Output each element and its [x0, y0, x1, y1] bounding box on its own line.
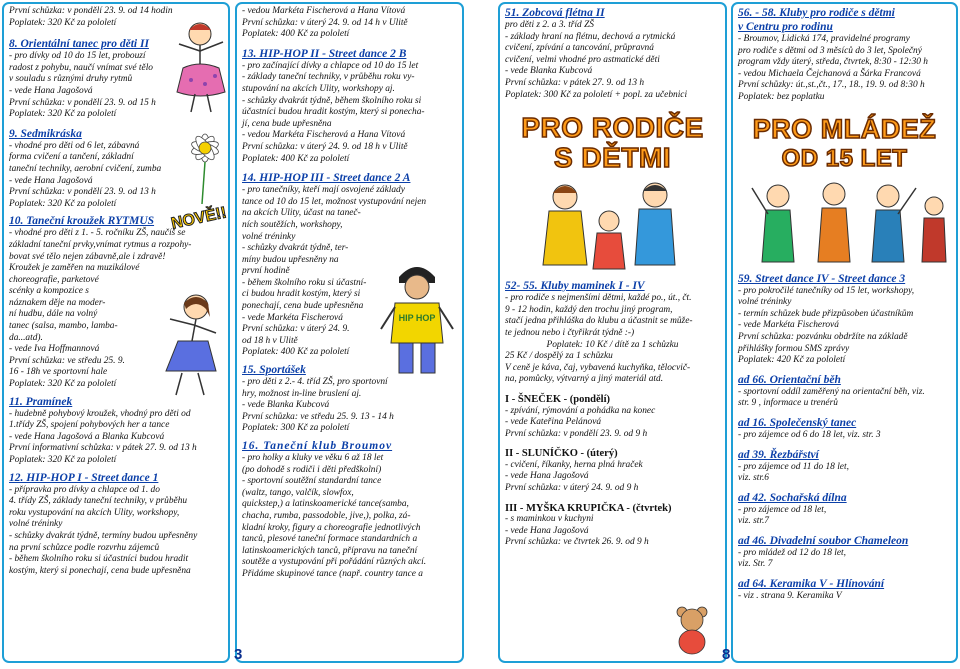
section-title: 12. HIP-HOP I - Street dance 1 [9, 471, 159, 484]
text-line: ponechají, cena bude upřesněna [242, 301, 364, 312]
text-line: míny budou upřesněny na [242, 254, 339, 265]
section-ad-16 [738, 416, 951, 442]
section-ad-66 [738, 373, 951, 410]
text-line: v souladu s různými druhy rytmů [9, 74, 133, 85]
col2-top [242, 6, 457, 41]
text-line: První schůzka: pozvánku obdržíte na základě [738, 331, 908, 342]
text-line: - vede Hana Jagošová [505, 525, 589, 536]
rytmus-dancer-illustration [152, 289, 224, 399]
text-line: pro děti z 2. a 3. tříd ZŠ [505, 20, 594, 30]
text-line: Poplatek: 320 Kč za pololetí [9, 17, 117, 28]
section-subtitle: v Centru pro rodinu [738, 21, 833, 33]
text-line: radost z pohybu, naučí vnímat své tělo [9, 62, 153, 73]
text-line: - během školního roku si účastní- [242, 277, 367, 288]
text-line: - sportovní soutěžní standardní tance [242, 476, 382, 487]
text-line: přihlášky formou SMS zprávy [738, 343, 850, 354]
text-line: - cvičení, říkanky, herna plná hraček [505, 459, 643, 470]
text-line: První schůzka: v úterý 24. 9. od 9 h [505, 483, 639, 494]
section-title: 52- 55. Kluby maminek I - IV [505, 280, 645, 293]
text-line: První schůzka: v pondělí 23. 9. od 13 h [9, 187, 156, 198]
text-line: 1.třídy ZŠ, spojení pohybových her a tance [9, 420, 170, 431]
text-line: základní taneční prvky,vnímat rytmus a rozpohy- [9, 239, 192, 250]
group-title: II - SLUNÍČKO - (úterý) [505, 448, 618, 460]
text-line: - pro rodiče s nejmenšími dětmi, každé po., út., čt. [505, 293, 692, 304]
page-column-1 [2, 2, 230, 663]
text-line: První schůzka: ve středu 25. 9. 13 - 14 h [242, 411, 394, 422]
text-line: volné tréninky [242, 231, 296, 242]
banner-pro-mladez [738, 114, 951, 174]
text-line: da...atd). [9, 332, 43, 343]
text-line: první hodině [242, 266, 290, 277]
family-illustration [505, 175, 720, 275]
text-line: - Broumov, Lidická 174, pravidelné programy [738, 34, 910, 44]
text-line: - základy taneční techniky, v průběhu roku vy- [242, 72, 415, 83]
section-51 [505, 6, 720, 101]
section-title: 51. Zobcová flétna II [505, 7, 605, 19]
text-line: - pro dívky od 10 do 15 let, probouzí [9, 51, 146, 62]
text-line: scénky a kompozice s [9, 286, 89, 297]
text-line: - pro holky a kluky ve věku 6 až 18 let [242, 453, 384, 463]
text-line: ních soutěžích, workshopy, [242, 219, 343, 230]
banner-line: OD 15 LET [781, 144, 908, 172]
text-line: program vždy úterý, středa, čtvrtek, 8:30 - 12:30 h [738, 57, 928, 68]
page-column-2 [235, 2, 464, 663]
text-line: choreografie, parketové [9, 274, 99, 285]
text-line: viz. str.7 [738, 516, 769, 527]
text-line: - vede Hana Jagošová [505, 471, 589, 482]
text-line: pro rodiče s dětmi od 3 měsíců do 3 let, Společný [738, 45, 922, 56]
text-line: Poplatek: 400 Kč za pololetí [242, 29, 350, 40]
text-line: (po dohodě s rodiči i děti předškolní) [242, 464, 382, 475]
text-line: - vedou Markéta Fischerová a Hana Vítová [242, 6, 406, 16]
text-line: Poplatek: 300 Kč za pololetí [242, 423, 350, 434]
text-line: První schůzka: v pátek 27. 9. od 13 h [505, 77, 645, 88]
text-line: 16 - 18h ve sportovní hale [9, 367, 108, 378]
text-line: kostým, který si ponechají, cena bude upřesněna [9, 565, 191, 576]
text-line: Poplatek: bez poplatku [738, 91, 825, 102]
text-line: chacha, rumba, passodoble, jive,), polka, zá- [242, 510, 411, 521]
text-line: - viz . strana 9. Keramika V [738, 591, 842, 602]
section-title: 15. Sportášek [242, 364, 306, 377]
text-line: na, pomůcky, výtvarný a jiný materiál atd. [505, 374, 664, 385]
text-line: - pro zájemce od 18 let, [738, 504, 827, 515]
text-line: - pro pokročilé tanečníky od 15 let, workshopy, [738, 285, 915, 296]
section-ad-39 [738, 448, 951, 485]
shirt-text: HIP HOP [398, 313, 436, 323]
teddy-bear-illustration [672, 604, 712, 656]
text-line: - vede Kateřina Pelánová [505, 417, 602, 428]
page-number-left: 3 [234, 646, 243, 663]
text-line: - vhodné pro děti od 6 let, zábavná [9, 140, 140, 151]
section-title: 8. Orientální tanec pro děti II [9, 38, 149, 51]
text-line: tanců, plesové taneční formace standardních a [242, 534, 418, 545]
section-title: ad 16. Společenský tanec [738, 416, 857, 429]
text-line: viz. Str. 7 [738, 559, 773, 570]
section-title: 13. HIP-HOP II - Street dance 2 B [242, 47, 407, 60]
section-title: 59. Street dance IV - Street dance 3 [738, 272, 906, 285]
section-56-58 [738, 6, 951, 104]
text-line: soutěže a vystupování při pořádání různých akcí. [242, 557, 427, 568]
text-line: - s maminkou v kuchyni [505, 514, 594, 525]
text-line: Poplatek: 400 Kč za pololetí [242, 153, 350, 164]
text-line: taneční techniky, aerobní cvičení, zumba [9, 163, 162, 174]
text-line: - pro zájemce od 6 do 18 let, viz. str. 3 [738, 429, 881, 440]
text-line: Poplatek: 320 Kč za pololetí [9, 198, 117, 209]
section-16 [242, 439, 457, 581]
text-line: První schůzka: ve středu 25. 9. [9, 355, 125, 366]
text-line: První schůzka: v úterý 24. 9. od 18 h v Ulitě [242, 141, 408, 152]
text-line: - pro mládež od 12 do 18 let, [738, 547, 846, 558]
text-line: Poplatek: 300 Kč za pololetí + popl. za učebnici [505, 89, 688, 100]
banner-line: S DĚTMI [553, 142, 672, 174]
text-line: bovat své tělo nejen zábavně,ale i zdravě! [9, 251, 166, 262]
section-title: ad 64. Keramika V - Hlínování [738, 578, 885, 591]
text-line: První schůzka: ve čtvrtek 26. 9. od 9 h [505, 537, 649, 548]
text-line: První schůzka: v úterý 24. 9. [242, 324, 350, 335]
text-line: náznakem děje na moder- [9, 297, 106, 308]
text-line: stačí jedna přihláška do klubu a účastnit se může- [505, 316, 693, 327]
text-line: Poplatek: 400 Kč za pololetí [242, 347, 350, 358]
section-title: ad 42. Sochařská dílna [738, 491, 847, 504]
section-title: 16. Taneční klub Broumov [242, 440, 393, 452]
text-line: jí, cena bude upřesněna [242, 118, 332, 129]
text-line: str. 9 , informace u trenérů [738, 398, 838, 409]
text-line: První informativní schůzka: v pátek 27. 9. od 13 h [9, 443, 197, 454]
youth-group-illustration [738, 176, 953, 268]
group-myska-krupicka [505, 503, 720, 549]
text-line: - vede Hana Jagošová a Blanka Kubcová [9, 431, 165, 442]
text-line: cvičení, velmi vhodné pro astmatické děti [505, 54, 660, 65]
text-line: První schůzka: v úterý 24. 9. od 14 h v Ulitě [242, 17, 408, 28]
section-title: 10. Taneční kroužek RYTMUS [9, 215, 155, 228]
text-line: ci budou hradit kostým, který si [242, 289, 361, 300]
group-title: III - MYŠKA KRUPIČKA - (čtvrtek) [505, 502, 672, 514]
text-line: viz. str.6 [738, 473, 769, 484]
text-line: V ceně je káva, čaj, vybavená kuchyňka, tělocvič- [505, 362, 691, 373]
banner-pro-rodice [505, 113, 720, 173]
hip-hop-boy-illustration [377, 259, 457, 379]
text-line: 9 - 12 hodin, každý den trochu jiný program, [505, 304, 673, 315]
text-line: - vede Hana Jagošová [9, 85, 93, 96]
new-badge: NOVĚ!! [169, 204, 229, 233]
section-52-55 [505, 279, 720, 386]
daisy-flower-illustration [182, 126, 228, 206]
text-line: te jednou nebo i čtyřikrát týdně :-) [505, 327, 635, 338]
text-line: - vhodné pro děti z 1. - 5. ročníku ZŠ, naučíš se [9, 228, 186, 239]
banner-line: PRO MLÁDEŽ [752, 113, 937, 144]
text-line: - vedou Michaela Čejchanová a Šárka Francová [738, 68, 921, 79]
section-title: 11. Pramínek [9, 395, 73, 408]
text-line: Poplatek: 320 Kč za pololetí [9, 379, 117, 390]
section-ad-46 [738, 534, 951, 571]
section-13 [242, 47, 457, 165]
text-line: volné tréninky [738, 297, 792, 308]
section-title: ad 66. Orientační běh [738, 373, 841, 386]
text-line: hry, možnost in-line bruslení aj. [242, 388, 362, 399]
page-column-4 [731, 2, 958, 663]
text-line: Poplatek: 10 Kč / dítě za 1 schůzku [546, 339, 679, 350]
text-line: tanec (salsa, mambo, lamba- [9, 321, 118, 332]
text-line: - během školního roku si účastníci budou hradit [9, 554, 189, 565]
section-ad-64 [738, 577, 951, 603]
section-title: ad 39. Řezbářství [738, 448, 819, 461]
text-line: - schůzky dvakrát týdně, během školního roku si [242, 95, 422, 106]
text-line: - zpívání, rýmování a pohádka na konec [505, 405, 656, 416]
group-snecek [505, 394, 720, 440]
text-line: - pro děti z 2.- 4. tříd ZŠ, pro sportovní [242, 377, 388, 388]
text-line: - vede Markéta Fischerová [738, 320, 839, 331]
text-line: První schůzky: út.,st.,čt., 17., 18., 19. 9. od 8:30 h [738, 80, 925, 91]
text-line: - pro začínající dívky a chlapce od 10 do 15 let [242, 60, 419, 71]
section-title: 14. HIP-HOP III - Street dance 2 A [242, 172, 411, 185]
text-line: volné tréninky [9, 519, 63, 530]
page-column-3 [498, 2, 727, 663]
text-line: na akcích Ulity, účast na taneč- [242, 208, 361, 219]
dancing-girl-illustration [169, 18, 230, 116]
text-line: forma cvičení a tančení, základní [9, 152, 134, 163]
group-slunicko [505, 448, 720, 494]
text-line: tance od 10 do 15 let, možnost vystupování nejen [242, 196, 427, 207]
text-line: stupování na akcích Ulity, workshopy aj. [242, 83, 395, 94]
text-line: První schůzka: v pondělí 23. 9. od 9 h [505, 428, 648, 439]
text-line: 25 Kč / dospělý za 1 schůzku [505, 351, 613, 362]
banner-line: PRO RODIČE [521, 112, 704, 144]
text-line: Přidáme skupinové tance (např. country tance a [242, 568, 423, 579]
text-line: - vedou Markéta Fischerová a Hana Vítová [242, 130, 406, 141]
text-line: od 18 h v Ulitě [242, 335, 298, 346]
text-line: - vede Blanka Kubcová [505, 66, 593, 77]
section-title: 56. - 58. Kluby pro rodiče s dětmi [738, 7, 895, 19]
text-line: - schůzky dvakrát týdně, ter- [242, 243, 349, 254]
text-line: kladní kroky, figury a choreografie jednotlivých [242, 522, 421, 533]
text-line: - termín schůzek bude přizpůsoben účastníkům [738, 308, 914, 319]
text-line: - vede Hana Jagošová [9, 175, 93, 186]
text-line: Kroužek je zaměřen na muzikálové [9, 263, 140, 274]
text-line: cvičení, zpívání a tancování, průpravná [505, 43, 654, 54]
text-line: - schůzky dvakrát týdně, termíny budou upřesněny [9, 530, 198, 541]
text-line: účastníci budou hradit kostým, který si ponecha- [242, 107, 425, 118]
text-line: První schůzka: v pondělí 23. 9. od 15 h [9, 97, 156, 108]
text-line: quickstep,) a latinskoamerické tance(samba, [242, 499, 409, 510]
text-line: roku vystupování na akcích Ulity, workshopy, [9, 507, 180, 518]
section-59 [738, 272, 951, 367]
group-title: I - ŠNEČEK - (pondělí) [505, 393, 611, 405]
text-line: Poplatek: 320 Kč za pololetí [9, 455, 117, 465]
text-line: Poplatek: 320 Kč za pololetí [9, 109, 117, 120]
text-line: - sportovní oddíl zaměřený na orientační běh, viz. [738, 386, 925, 397]
page-number-right: 8 [722, 646, 731, 663]
section-title: ad 46. Divadelní soubor Chameleon [738, 534, 909, 547]
section-title: 9. Sedmikráska [9, 127, 82, 140]
text-line: (waltz, tango, valčík, slowfox, [242, 487, 354, 498]
text-line: - pro tanečníky, kteří mají osvojené základy [242, 185, 405, 196]
text-line: Poplatek: 420 Kč za pololetí [738, 355, 846, 366]
text-line: - vede Blanka Kubcová [242, 400, 330, 411]
text-line: - pro zájemce od 11 do 18 let, [738, 461, 849, 472]
section-ad-42 [738, 491, 951, 528]
text-line: latinskoamerických tanců, přípravu na taneční [242, 545, 418, 556]
text-line: 4. třídy ZŠ, základy taneční techniky, v průběhu [9, 496, 188, 507]
text-line: na první schůzce podle rozvrhu zájemců [9, 542, 160, 553]
text-line: - vede Markéta Fischerová [242, 312, 343, 323]
text-line: - vede Iva Hoffmannová [9, 344, 100, 355]
text-line: ní hudbu, dále na volný [9, 309, 98, 320]
section-12 [9, 471, 223, 578]
text-line: - přípravka pro dívky a chlapce od 1. do [9, 484, 160, 495]
text-line: - základy hraní na flétnu, dechová a rytmická [505, 31, 676, 42]
text-line: - hudebně pohybový kroužek, vhodný pro děti od [9, 408, 191, 419]
section-11 [9, 395, 223, 467]
text-line: První schůzka: v pondělí 23. 9. od 14 hodin [9, 6, 173, 16]
